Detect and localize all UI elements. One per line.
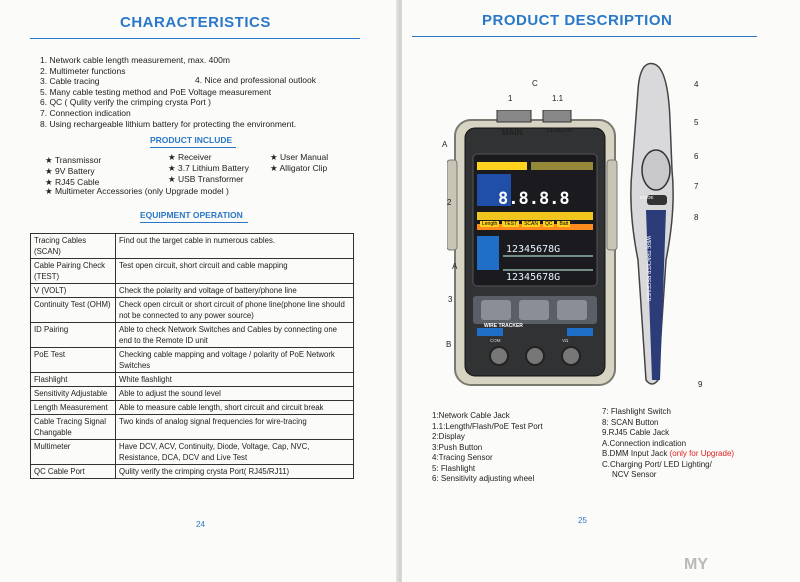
legend-item: C.Charging Port/ LED Lighting/ [602,459,712,469]
equipment-rule [140,222,248,223]
legend-item: A.Connection indication [602,438,687,448]
operation-name: Length Measurement [31,401,116,415]
port-label-main: MAIN [502,128,523,137]
include-item: ★ RJ45 Cable [45,177,100,187]
include-col-2 [168,152,249,185]
screen-tab: Batt [559,221,569,227]
table-row [31,440,354,465]
callout-b: B [446,340,452,349]
legend-item: 1:Network Cable Jack [432,411,510,420]
receiver-illustration [620,60,690,390]
include-col-1 [45,155,101,188]
feature-item: 2. Multimeter functions [40,65,126,76]
feature-item: 7. Connection indication [40,107,131,118]
table-row [31,298,354,323]
operation-description: Check open circuit or short circuit of phone line(phone line should not be connected to any power source) [116,298,354,323]
page-number: 24 [196,520,205,529]
legend-item: 6: Sensitivity adjusting wheel [432,474,535,483]
callout-7: 7 [694,182,699,191]
include-item: ★ User Manual [270,152,329,162]
screen-length-digits: 8.8.8.8 [498,189,570,209]
callout-a: A [452,262,458,271]
operation-description: Two kinds of analog signal frequencies for wire-tracing [116,415,354,440]
feature-item: 1. Network cable length measurement, max. 400m [40,55,230,65]
operation-description: Check the polarity and voltage of battery/phone line [116,284,354,298]
include-rule [150,147,236,148]
screen-tabs [480,221,570,227]
legend-item-dmm: B.DMM Input Jack (only for Upgrade) [602,449,735,458]
table-row [31,387,354,401]
feature-item: 3. Cable tracing [40,76,100,87]
operation-description: Able to check Network Switches and Cables by connecting one end to the Remote ID unit [116,323,354,348]
screen-wire-map-top: 12345678G [506,244,561,255]
watermark: MY [684,556,708,573]
operation-name: QC Cable Port [31,465,116,479]
screen-wire-map-bottom: 12345678G [506,272,561,283]
legend-item: 4:Tracing Sensor [432,453,493,462]
port-label-length: LENGTH [547,128,572,134]
operation-description: White flashlight [116,373,354,387]
legend-item: NCV Sensor [612,470,657,479]
left-page [0,0,398,582]
callout-c: C [532,79,538,88]
operation-name: PoE Test [31,348,116,373]
jack-label-com: COM [490,338,501,343]
receiver-label: WIRE TRACKER RECEIVER [645,236,651,302]
callout-1: 1 [508,94,513,103]
screen-tab: Length [482,221,498,227]
callout-3: 3 [448,295,453,304]
receiver-mode-label: MODE [640,195,654,200]
callout-5: 5 [694,118,699,127]
table-row [31,348,354,373]
product-include-title: PRODUCT INCLUDE [150,135,233,145]
table-row [31,465,354,479]
include-item: ★ Receiver [168,152,212,162]
include-item: ★ Transmissor [45,155,102,165]
include-item: ★ Alligator Clip [270,163,328,173]
callout-9: 9 [698,380,703,389]
upgrade-note: (only for Upgrade) [669,449,735,458]
callout-1-1: 1.1 [552,94,564,103]
characteristics-title: CHARACTERISTICS [120,14,271,31]
callout-a-top: A [442,140,448,149]
table-row [31,401,354,415]
operation-name: Multimeter [31,440,116,465]
screen-tab: TEST [504,221,518,227]
legend-item: 5: Flashlight [432,463,476,473]
legend-item: 3:Push Button [432,442,483,452]
operation-description: Able to measure cable length, short circuit and circuit break [116,401,354,415]
legend-item: 9.RJ45 Cable Jack [602,428,670,437]
legend-left [432,411,543,485]
operation-description: Test open circuit, short circuit and cable mapping [116,259,354,284]
operation-name: Flashlight [31,373,116,387]
include-item: ★ 3.7 Lithium Battery [168,163,249,173]
page-number: 25 [578,516,587,525]
table-row [31,259,354,284]
title-rule [412,36,757,37]
legend-item: 8: SCAN Button [602,417,659,427]
operation-name: Cable Tracing Signal Changable [31,415,116,440]
feature-item: 6. QC ( Qulity verify the crimping crysta Port ) [40,97,211,108]
include-item-accessories: ★ Multimeter Accessories (only Upgrade model ) [45,186,229,196]
feature-list [40,55,296,129]
operation-description: Have DCV, ACV, Continuity, Diode, Voltage, Cap, NVC, Resistance, DCA, DCV and Live Test [116,440,354,465]
include-item: ★ USB Transformer [168,174,244,184]
equipment-title: EQUIPMENT OPERATION [140,210,243,220]
rx-button-label: WIRE TRACKER [484,323,523,329]
legend-right [602,407,734,481]
callout-4: 4 [694,80,699,89]
title-rule [30,38,360,39]
include-item: ★ 9V Battery [45,166,95,176]
operation-name: Cable Pairing Check (TEST) [31,259,116,284]
table-row [31,415,354,440]
operation-name: Sensitivity Adjustable [31,387,116,401]
operation-name: ID Pairing [31,323,116,348]
include-col-3 [270,152,328,174]
jack-label-v: VΩ [562,338,569,343]
feature-item: 8. Using rechargeable lithium battery for protecting the environment. [40,118,297,129]
callout-8: 8 [694,213,699,222]
operations-table [30,233,354,479]
operation-description: Checking cable mapping and voltage / polarity of PoE Network Switches [116,348,354,373]
feature-item: 5. Many cable testing method and PoE Voltage measurement [40,86,272,97]
legend-item: 7: Flashlight Switch [602,407,671,416]
right-page [402,0,800,582]
operation-name: Continuity Test (OHM) [31,298,116,323]
screen-tab: SCAN [524,221,538,227]
legend-item: 2:Display [432,432,465,441]
table-row [31,323,354,348]
callout-2: 2 [447,198,452,207]
table-row [31,373,354,387]
operation-description: Able to adjust the sound level [116,387,354,401]
product-description-title: PRODUCT DESCRIPTION [482,12,673,29]
operation-name: V (VOLT) [31,284,116,298]
screen-tab: QC [544,221,553,227]
operation-description: Find out the target cable in numerous cables. [116,234,354,259]
operation-name: Tracing Cables (SCAN) [31,234,116,259]
operation-description: Qulity verify the crimping crysta Port( RJ45/RJ11) [116,465,354,479]
table-row [31,284,354,298]
callout-6: 6 [694,152,699,161]
legend-item: 1.1:Length/Flash/PoE Test Port [432,421,543,431]
table-row [31,234,354,259]
feature-item-4: 4. Nice and professional outlook [195,75,316,85]
